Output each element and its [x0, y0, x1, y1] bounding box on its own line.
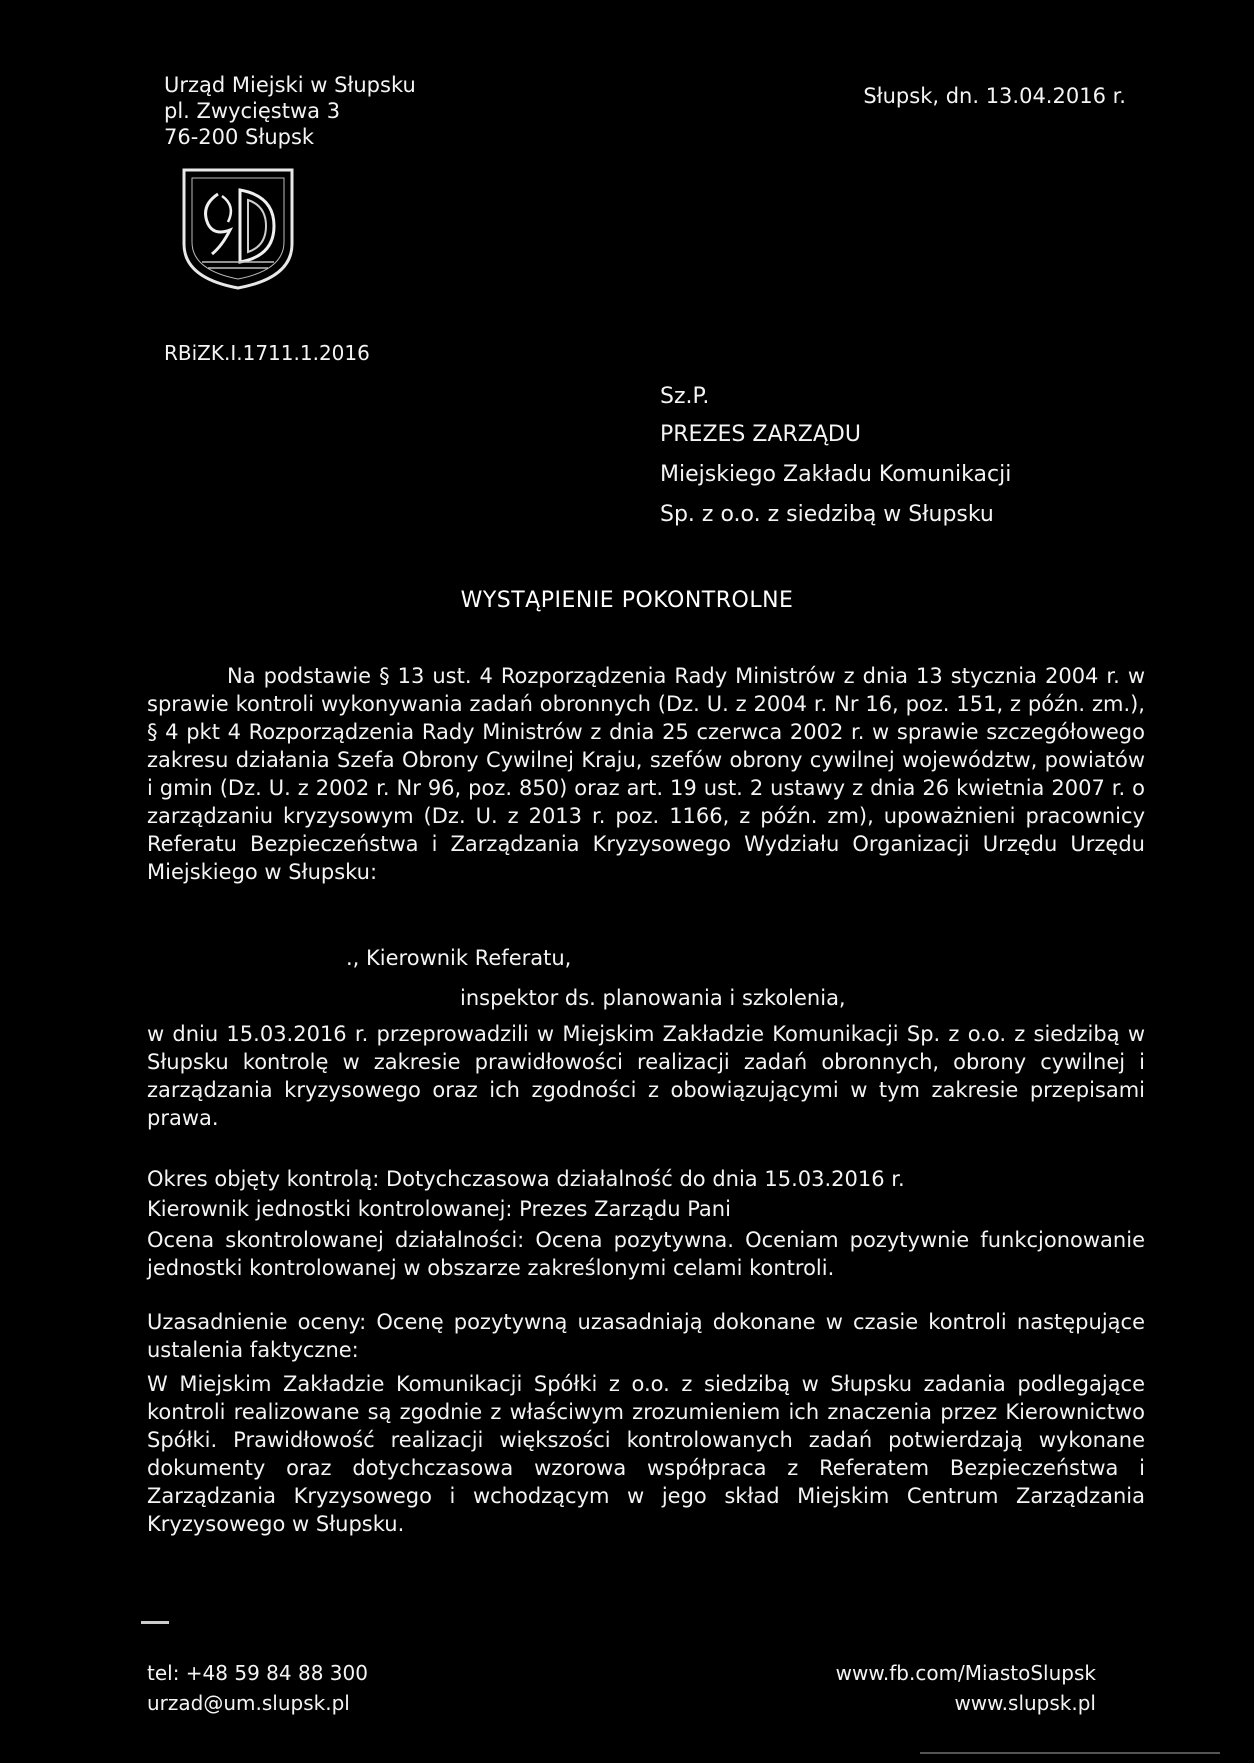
sender-street: pl. Zwycięstwa 3 [164, 99, 341, 123]
footer-website[interactable]: www.slupsk.pl [954, 1691, 1096, 1715]
divider-mark [141, 1621, 169, 1624]
footer-phone: tel: +48 59 84 88 300 [147, 1661, 368, 1685]
addressee-company-seat: Sp. z o.o. z siedzibą w Słupsku [660, 502, 994, 527]
justification-body: W Miejskim Zakładzie Komunikacji Spółki z o.o. z siedzibą w Słupsku zadania podlegające kontroli realizowane są zgodnie z właściwym zrozumieniem ich znaczenia przez Kierownictwo Spółki. Prawidłowość realizacji większości kontrolowanych zadań potwierdzają wykonane dokumenty oraz dotychczasowa wzorowa współpraca z Referatem Bezpieczeństwa i Zarządzania Kryzysowego i wchodzącym w jego skład Miejskim Centrum Zarządzania Kryzysowego w Słupsku. [147, 1372, 1145, 1536]
addressee-title: PREZES ZARZĄDU [660, 422, 861, 447]
footer-facebook[interactable]: www.fb.com/MiastoSlupsk [835, 1661, 1096, 1685]
footer-email[interactable]: urzad@um.slupsk.pl [147, 1691, 350, 1715]
letter-date: Słupsk, dn. 13.04.2016 r. [863, 84, 1126, 108]
person-manager: ., Kierownik Referatu, [346, 946, 572, 970]
sender-name: Urząd Miejski w Słupsku [164, 73, 416, 97]
sender-city: 76-200 Słupsk [164, 125, 315, 149]
reference-number: RBiZK.I.1711.1.2016 [164, 341, 370, 365]
assessment-paragraph: Ocena skontrolowanej działalności: Ocena pozytywna. Oceniam pozytywnie funkcjonowanie jednostki kontrolowanej w obszarze zakreślonymi celami kontroli. [147, 1228, 1145, 1280]
addressee-salutation: Sz.P. [660, 384, 710, 409]
control-period: Okres objęty kontrolą: Dotychczasowa działalność do dnia 15.03.2016 r. [147, 1167, 905, 1191]
document-title: WYSTĄPIENIE POKONTROLNE [460, 588, 794, 613]
control-paragraph: w dniu 15.03.2016 r. przeprowadzili w Miejskim Zakładzie Komunikacji Sp. z o.o. z siedzibą w Słupsku kontrolę w zakresie prawidłowości realizacji zadań obronnych, obrony cywilnej i zarządzania kryzysowego oraz ich zgodności z obowiązującymi w tym zakresie przepisami prawa. [147, 1022, 1145, 1130]
person-inspector: inspektor ds. planowania i szkolenia, [460, 986, 846, 1010]
bottom-divider [920, 1752, 1220, 1754]
city-crest-logo [178, 166, 298, 292]
intro-paragraph: Na podstawie § 13 ust. 4 Rozporządzenia Rady Ministrów z dnia 13 stycznia 2004 r. w sprawie kontroli wykonywania zadań obronnych (Dz. U. z 2004 r. Nr 16, poz. 151, z późn. zm.), § 4 pkt 4 Rozporządzenia Rady Ministrów z dnia 25 czerwca 2002 r. w sprawie szczegółowego zakresu działania Szefa Obrony Cywilnej Kraju, szefów obrony cywilnej województw, powiatów i gmin (Dz. U. z 2002 r. Nr 96, poz. 850) oraz art. 19 ust. 2 ustawy z dnia 26 kwietnia 2007 r. o zarządzaniu kryzysowym (Dz. U. z 2013 r. poz. 1166, z późn. zm), upoważnieni pracownicy Referatu Bezpieczeństwa i Zarządzania Kryzysowego Wydziału Organizacji Urzędu Urzędu Miejskiego w Słupsku: [147, 664, 1145, 884]
controlled-unit-head: Kierownik jednostki kontrolowanej: Prezes Zarządu Pani [147, 1197, 731, 1221]
justification-lead: Uzasadnienie oceny: Ocenę pozytywną uzasadniają dokonane w czasie kontroli następujące ustalenia faktyczne: [147, 1310, 1145, 1362]
addressee-company: Miejskiego Zakładu Komunikacji [660, 462, 1012, 487]
